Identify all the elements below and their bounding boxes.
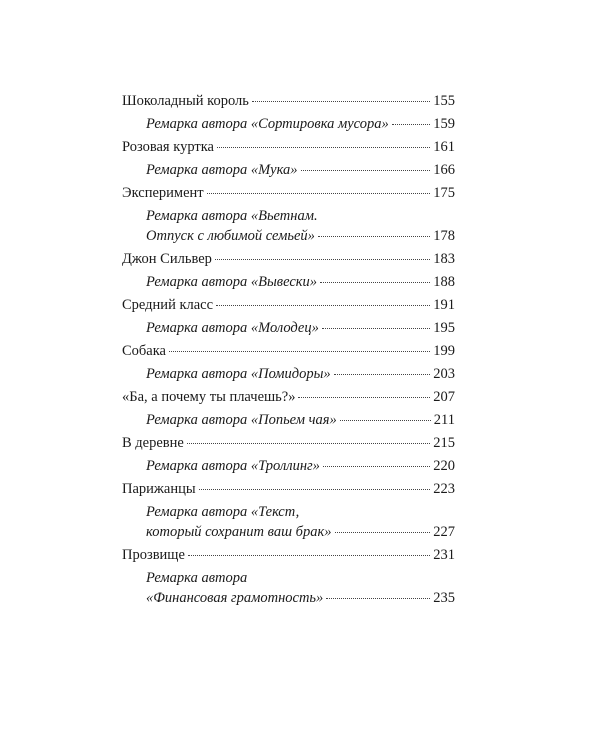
dot-leader	[215, 259, 430, 260]
toc-remark-title: Ремарка автора «Троллинг»	[146, 458, 320, 474]
toc-chapter-title: Розовая куртка	[122, 139, 214, 155]
toc-chapter-title: В деревне	[122, 435, 184, 451]
dot-leader	[335, 532, 431, 533]
toc-chapter-title: Джон Сильвер	[122, 251, 212, 267]
dot-leader	[187, 443, 430, 444]
toc-page-number: 178	[433, 228, 455, 244]
toc-chapter-title: Прозвище	[122, 547, 185, 563]
toc-remark-title-line1: Ремарка автора «Текст,	[146, 504, 300, 520]
toc-page-number: 155	[433, 93, 455, 109]
dot-leader	[326, 598, 430, 599]
toc-remark-title-line1: Ремарка автора	[146, 570, 248, 586]
toc-chapter-title: Собака	[122, 343, 166, 359]
toc-entry-v-derevne[interactable]	[122, 433, 455, 453]
toc-remark-title: Ремарка автора «Помидоры»	[146, 366, 331, 382]
table-of-contents	[122, 88, 455, 611]
dot-leader	[169, 351, 430, 352]
toc-remark-title: Ремарка автора «Мука»	[146, 162, 298, 178]
toc-page-number: 166	[433, 162, 455, 178]
toc-page-number: 227	[433, 524, 455, 540]
toc-entry-rozovaya-kurtka[interactable]	[122, 137, 455, 157]
toc-remark-title: Ремарка автора «Попьем чая»	[146, 412, 337, 428]
dot-leader	[323, 466, 430, 467]
dot-leader	[252, 101, 430, 102]
toc-entry-ba-pochemu[interactable]	[122, 387, 455, 407]
toc-entry-remark-finansovaya[interactable]	[122, 588, 455, 608]
toc-page-number: 223	[433, 481, 455, 497]
toc-remark-title-line1: Ремарка автора «Вьетнам.	[146, 208, 318, 224]
toc-page-number: 231	[433, 547, 455, 563]
toc-entry-remark-vietnam[interactable]	[122, 226, 455, 246]
dot-leader	[188, 555, 430, 556]
toc-entry-parizhantsy[interactable]	[122, 479, 455, 499]
toc-entry-sobaka[interactable]	[122, 341, 455, 361]
toc-remark-title: который сохранит ваш брак»	[146, 524, 332, 540]
dot-leader	[199, 489, 431, 490]
toc-entry-remark-vyveski[interactable]	[122, 272, 455, 292]
toc-remark-title: Отпуск с любимой семьей»	[146, 228, 315, 244]
dot-leader	[318, 236, 430, 237]
dot-leader	[320, 282, 430, 283]
dot-leader	[392, 124, 430, 125]
toc-page-number: 235	[433, 590, 455, 606]
toc-page-number: 207	[433, 389, 455, 405]
toc-entry-remark-trolling[interactable]	[122, 456, 455, 476]
dot-leader	[334, 374, 431, 375]
toc-page-number: 215	[433, 435, 455, 451]
toc-entry-prozvische[interactable]	[122, 545, 455, 565]
toc-remark-title: «Финансовая грамотность»	[146, 590, 324, 606]
dot-leader	[216, 305, 430, 306]
dot-leader	[298, 397, 430, 398]
toc-chapter-title: Шоколадный король	[122, 93, 249, 109]
toc-entry-remark-muka[interactable]	[122, 160, 455, 180]
toc-entry-shokoladny-korol[interactable]	[122, 91, 455, 111]
toc-page-number: 203	[433, 366, 455, 382]
toc-entry-remark-popiem-chaya[interactable]	[122, 410, 455, 430]
toc-chapter-title: Эксперимент	[122, 185, 204, 201]
toc-page-number: 159	[433, 116, 455, 132]
toc-entry-remark-pomidory[interactable]	[122, 364, 455, 384]
toc-remark-title: Ремарка автора «Сортировка мусора»	[146, 116, 389, 132]
toc-entry-remark-sortirovka[interactable]	[122, 114, 455, 134]
toc-page-number: 161	[433, 139, 455, 155]
toc-chapter-title: «Ба, а почему ты плачешь?»	[122, 389, 296, 405]
toc-entry-dzhon-silver[interactable]	[122, 249, 455, 269]
dot-leader	[322, 328, 430, 329]
toc-page-number: 183	[433, 251, 455, 267]
dot-leader	[217, 147, 430, 148]
toc-entry-eksperiment[interactable]	[122, 183, 455, 203]
toc-page-number: 188	[433, 274, 455, 290]
toc-remark-title: Ремарка автора «Вывески»	[146, 274, 318, 290]
toc-page-number: 220	[433, 458, 455, 474]
toc-entry-remark-tekst[interactable]	[122, 522, 455, 542]
toc-page-number: 199	[433, 343, 455, 359]
toc-remark-title: Ремарка автора «Молодец»	[146, 320, 319, 336]
toc-chapter-title: Средний класс	[122, 297, 214, 313]
toc-page-number: 211	[433, 412, 455, 428]
toc-page-number: 195	[433, 320, 455, 336]
toc-page-number: 191	[433, 297, 455, 313]
dot-leader	[340, 420, 431, 421]
toc-chapter-title: Парижанцы	[122, 481, 196, 497]
toc-entry-remark-molodets[interactable]	[122, 318, 455, 338]
dot-leader	[301, 170, 431, 171]
dot-leader	[207, 193, 431, 194]
toc-entry-sredny-klass[interactable]	[122, 295, 455, 315]
toc-page-number: 175	[433, 185, 455, 201]
